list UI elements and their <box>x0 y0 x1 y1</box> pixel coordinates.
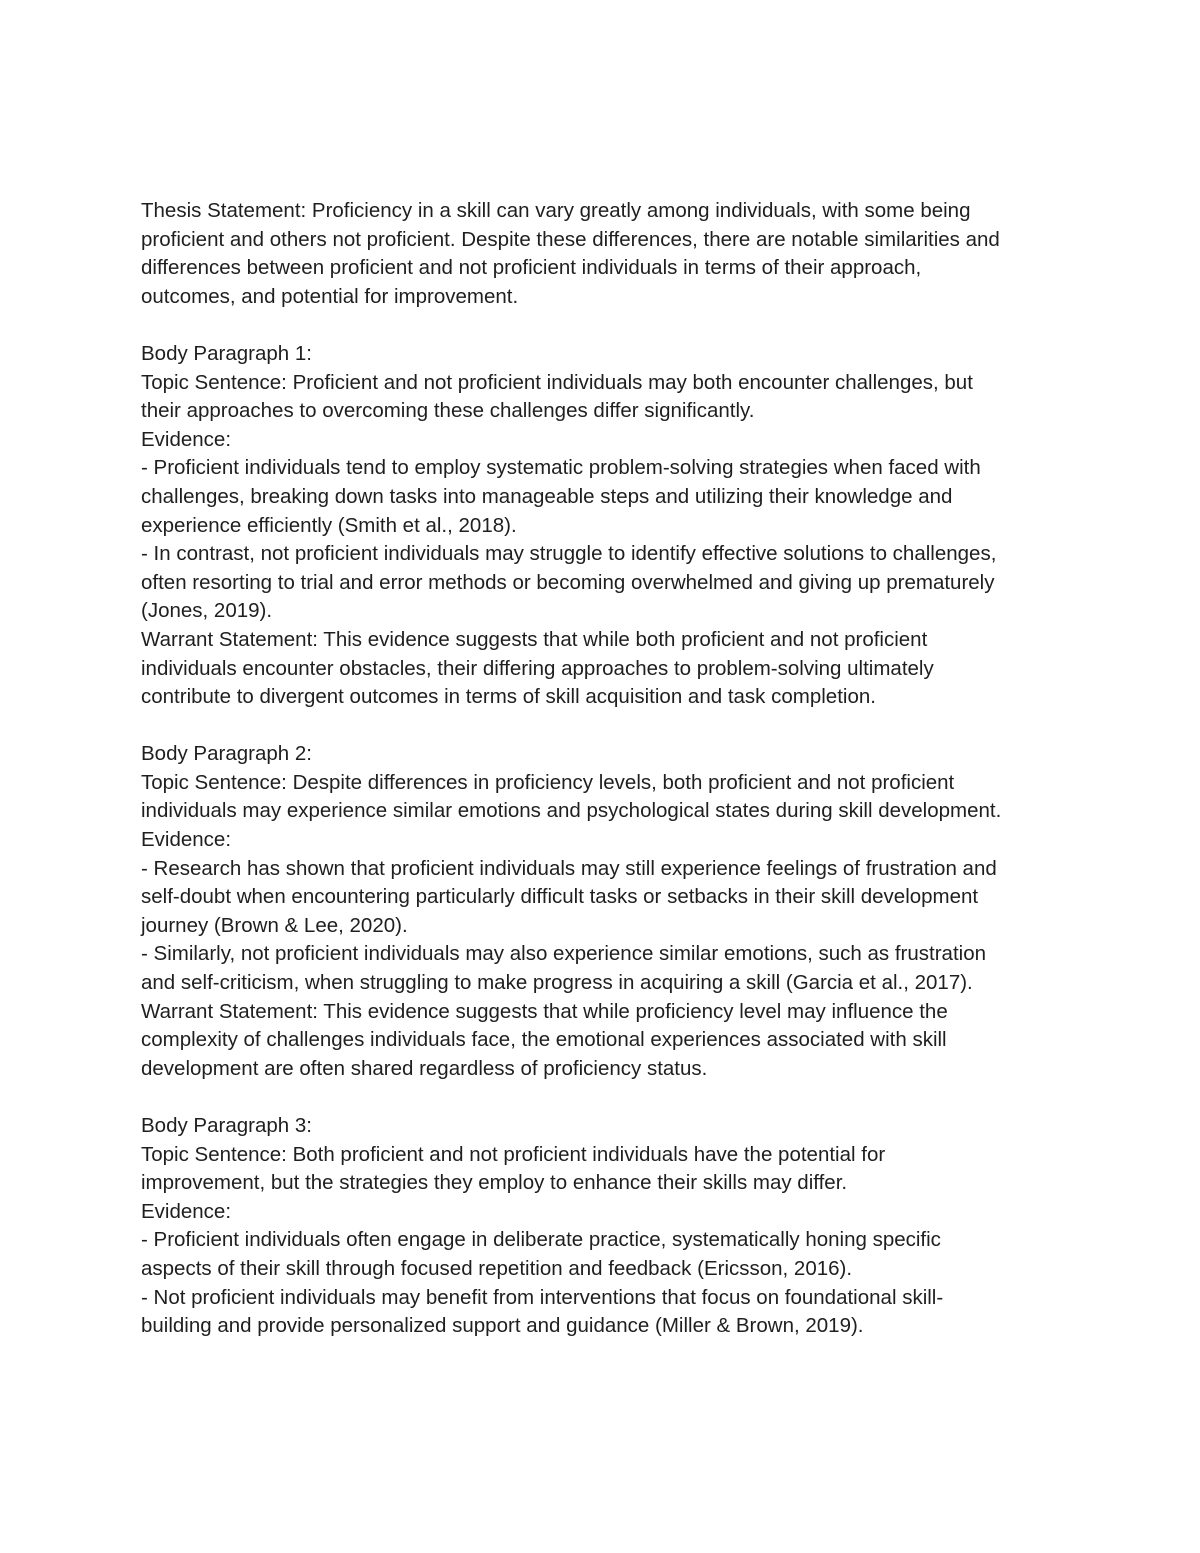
text-line: Topic Sentence: Despite differences in proficiency levels, both proficient and not proficient <box>141 770 955 794</box>
text-line: improvement, but the strategies they employ to enhance their skills may differ. <box>141 1171 848 1195</box>
evidence-label: Evidence: <box>141 427 232 451</box>
text-line: Topic Sentence: Proficient and not proficient individuals may both encounter challenges, but <box>141 370 973 394</box>
body-paragraph-1 <box>141 340 1071 712</box>
text-line: often resorting to trial and error methods or becoming overwhelmed and giving up prematurely <box>141 570 995 594</box>
paragraph-heading: Body Paragraph 1: <box>141 341 312 365</box>
text-line: experience efficiently (Smith et al., 2018). <box>141 513 517 537</box>
text-line: aspects of their skill through focused repetition and feedback (Ericsson, 2016). <box>141 1256 853 1280</box>
text-line: development are often shared regardless of proficiency status. <box>141 1056 708 1080</box>
text-line: and self-criticism, when struggling to make progress in acquiring a skill (Garcia et al., 2017). <box>141 971 973 995</box>
text-line: their approaches to overcoming these challenges differ significantly. <box>141 399 755 423</box>
text-line: Warrant Statement: This evidence suggests that while both proficient and not proficient <box>141 627 928 651</box>
document-body <box>141 197 1071 1341</box>
paragraph-heading: Body Paragraph 3: <box>141 1114 312 1137</box>
text-line: Thesis Statement: Proficiency in a skill can vary greatly among individuals, with some being <box>141 199 971 222</box>
text-line: - Research has shown that proficient individuals may still experience feelings of frustration and <box>141 856 997 880</box>
text-line: individuals encounter obstacles, their differing approaches to problem-solving ultimately <box>141 656 934 680</box>
text-line: complexity of challenges individuals face, the emotional experiences associated with skill <box>141 1028 947 1052</box>
text-line: journey (Brown & Lee, 2020). <box>141 913 408 937</box>
text-line: - Proficient individuals tend to employ systematic problem-solving strategies when faced with <box>141 456 981 480</box>
text-line: (Jones, 2019). <box>141 599 273 623</box>
text-line: - Not proficient individuals may benefit from interventions that focus on foundational skill- <box>141 1285 944 1309</box>
paragraph-spacer <box>141 712 1071 741</box>
text-line: - Proficient individuals often engage in deliberate practice, systematically honing specific <box>141 1228 941 1252</box>
body-paragraph-2 <box>141 740 1071 1083</box>
text-line: - Similarly, not proficient individuals may also experience similar emotions, such as frustration <box>141 942 987 966</box>
text-line: Warrant Statement: This evidence suggests that while proficiency level may influence the <box>141 999 948 1023</box>
text-line: challenges, breaking down tasks into manageable steps and utilizing their knowledge and <box>141 484 953 508</box>
text-line: contribute to divergent outcomes in terms of skill acquisition and task completion. <box>141 685 876 709</box>
text-line: Topic Sentence: Both proficient and not proficient individuals have the potential for <box>141 1142 886 1166</box>
paragraph-spacer <box>141 1083 1071 1112</box>
evidence-label: Evidence: <box>141 828 232 852</box>
paragraph-heading: Body Paragraph 2: <box>141 742 312 766</box>
paragraph-spacer <box>141 311 1071 340</box>
text-line: self-doubt when encountering particularly difficult tasks or setbacks in their skill development <box>141 885 979 909</box>
evidence-label: Evidence: <box>141 1199 232 1223</box>
text-line: building and provide personalized support and guidance (Miller & Brown, 2019). <box>141 1314 864 1338</box>
thesis-statement <box>141 197 1071 311</box>
text-line: differences between proficient and not proficient individuals in terms of their approach, <box>141 256 922 280</box>
text-line: individuals may experience similar emotions and psychological states during skill development. <box>141 799 1002 823</box>
text-line: outcomes, and potential for improvement. <box>141 284 519 308</box>
text-line: - In contrast, not proficient individuals may struggle to identify effective solutions to challenges, <box>141 542 997 566</box>
text-line: proficient and others not proficient. Despite these differences, there are notable similarities and <box>141 227 1000 251</box>
body-paragraph-3 <box>141 1112 1071 1341</box>
